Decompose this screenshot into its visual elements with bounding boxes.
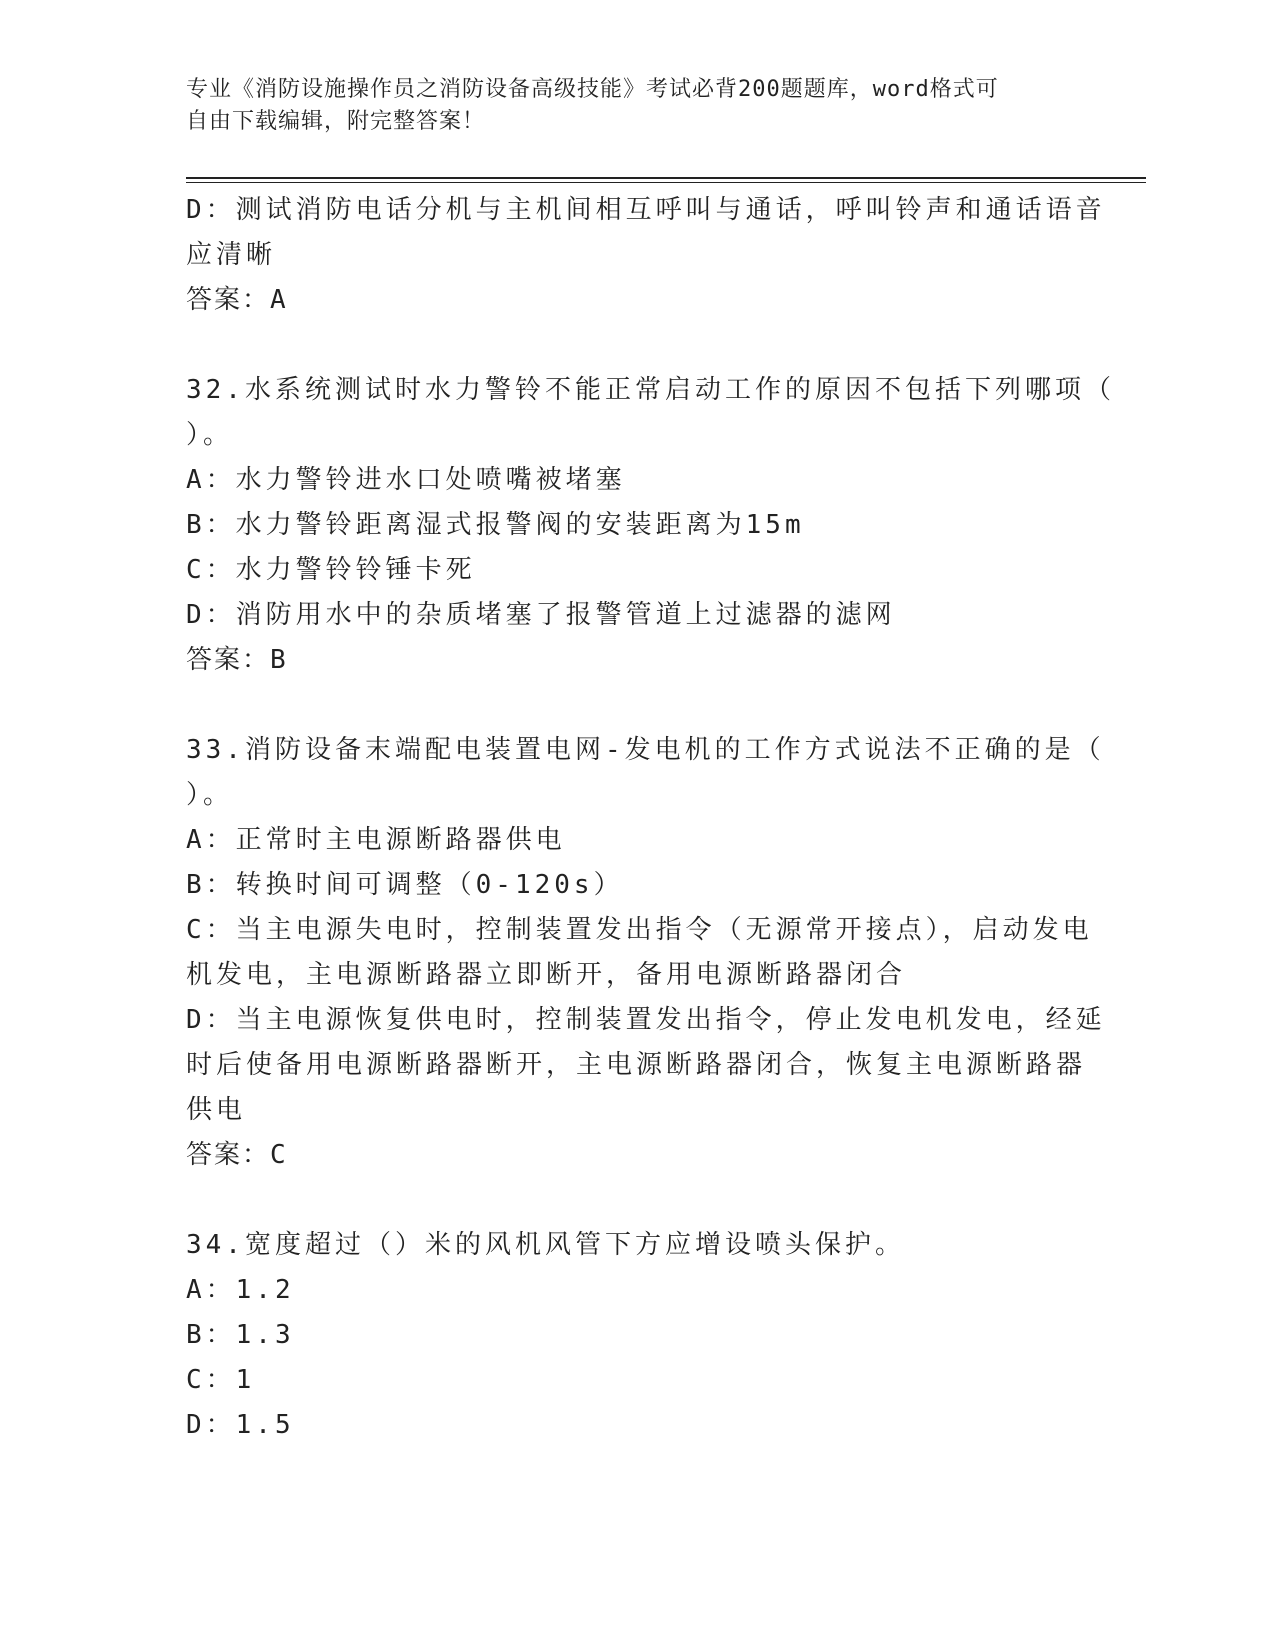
option-d-continued-2: 供电 xyxy=(186,1095,247,1125)
question-stem: 33.消防设备末端配电装置电网-发电机的工作方式说法不正确的是（ xyxy=(186,735,1105,765)
answer-value: C xyxy=(270,1140,288,1170)
answer-label: 答案： xyxy=(186,285,271,315)
option-c: C：当主电源失电时，控制装置发出指令（无源常开接点），启动发电 xyxy=(186,915,1093,945)
option-c: C：1 xyxy=(186,1365,256,1395)
option-b: B：水力警铃距离湿式报警阀的安装距离为15m xyxy=(186,510,805,540)
option-c: C：水力警铃铃锤卡死 xyxy=(186,555,476,585)
header-divider-thin xyxy=(186,182,1146,183)
question-34 xyxy=(186,1223,1086,1448)
answer-label: 答案： xyxy=(186,645,271,675)
answer xyxy=(186,638,1086,683)
question-stem: 32.水系统测试时水力警铃不能正常启动工作的原因不包括下列哪项（ xyxy=(186,375,1115,405)
answer xyxy=(186,1133,1086,1178)
question-list xyxy=(186,188,1115,1448)
question-stem-continued: ）。 xyxy=(186,780,234,810)
question-32 xyxy=(186,368,1115,683)
option-b: B：转换时间可调整（0-120s） xyxy=(186,870,624,900)
question-stem-continued: ）。 xyxy=(186,420,234,450)
header-divider-thick xyxy=(186,177,1146,179)
option-a: A：1.2 xyxy=(186,1275,295,1305)
option-d: D：消防用水中的杂质堵塞了报警管道上过滤器的滤网 xyxy=(186,600,896,630)
option-d: D：当主电源恢复供电时，控制装置发出指令，停止发电机发电，经延 xyxy=(186,1005,1106,1035)
header-line-1: 专业《消防设施操作员之消防设备高级技能》考试必背200题题库，word格式可 xyxy=(186,77,999,102)
option-a: A：水力警铃进水口处喷嘴被堵塞 xyxy=(186,465,626,495)
answer-value: A xyxy=(270,285,288,315)
option-d-continued: 时后使备用电源断路器断开，主电源断路器闭合，恢复主电源断路器 xyxy=(186,1050,1087,1080)
document-header xyxy=(186,74,1066,138)
option-a: A：正常时主电源断路器供电 xyxy=(186,825,566,855)
option-d: D：1.5 xyxy=(186,1410,295,1440)
answer-value: B xyxy=(270,645,288,675)
header-line-2: 自由下载编辑，附完整答案！ xyxy=(186,109,486,134)
option-d-continued: 应清晰 xyxy=(186,240,277,270)
answer xyxy=(186,278,1086,323)
option-c-continued: 机发电，主电源断路器立即断开，备用电源断路器闭合 xyxy=(186,960,907,990)
question-31-tail xyxy=(186,188,1106,323)
option-b: B：1.3 xyxy=(186,1320,295,1350)
question-33 xyxy=(186,728,1106,1178)
option-d: D：测试消防电话分机与主机间相互呼叫与通话，呼叫铃声和通话语音 xyxy=(186,195,1106,225)
question-stem: 34.宽度超过（）米的风机风管下方应增设喷头保护。 xyxy=(186,1230,905,1260)
answer-label: 答案： xyxy=(186,1140,271,1170)
